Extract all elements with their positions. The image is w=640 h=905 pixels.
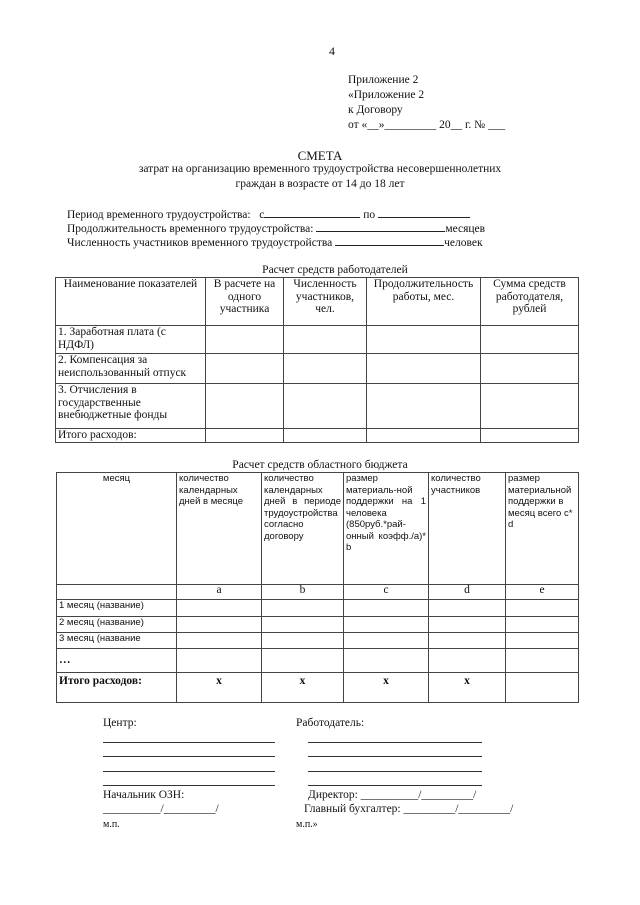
document-title: СМЕТА — [297, 148, 343, 163]
table-cell[interactable] — [344, 600, 429, 617]
table-cell[interactable] — [506, 600, 579, 617]
table-cell[interactable] — [481, 384, 579, 429]
table-cell[interactable] — [367, 429, 481, 443]
row-label: 3 месяц (название — [57, 633, 177, 649]
table-row — [56, 384, 579, 429]
table-cell[interactable] — [367, 326, 481, 354]
table-cell[interactable] — [284, 326, 367, 354]
employer-table-caption: Расчет средств работодателей — [262, 264, 408, 276]
table-cell[interactable] — [177, 649, 262, 673]
table-row — [57, 633, 579, 649]
appendix-line-4: от «__»_________ 20__ г. № ___ — [348, 119, 506, 131]
center-line-2[interactable] — [103, 756, 275, 757]
employer-label: Работодатель: — [296, 717, 365, 729]
header-participants: количество участников — [429, 473, 506, 585]
center-line-1[interactable] — [103, 742, 275, 743]
table-cell[interactable] — [344, 649, 429, 673]
header-days-in-period: количество календарных дней в периоде трудоустройства согласно договору — [262, 473, 344, 585]
header-month: месяц — [57, 473, 177, 585]
table-cell[interactable] — [481, 326, 579, 354]
table-cell[interactable] — [506, 633, 579, 649]
table-cell[interactable] — [177, 617, 262, 633]
header-participants-count: Численность участников, чел. — [284, 278, 367, 326]
table-row — [56, 326, 579, 354]
table-cell[interactable] — [506, 649, 579, 673]
document-subtitle — [0, 162, 640, 192]
center-head-label: Начальник ОЗН: — [103, 789, 185, 801]
table-cell[interactable] — [429, 633, 506, 649]
table-cell[interactable] — [429, 600, 506, 617]
table-cell[interactable] — [367, 384, 481, 429]
row-label: 2 месяц (название) — [57, 617, 177, 633]
table-cell[interactable] — [206, 354, 284, 384]
center-stamp: м.п. — [103, 819, 120, 830]
table-cell[interactable] — [429, 617, 506, 633]
row-label: 1 месяц (название) — [57, 600, 177, 617]
center-label: Центр: — [103, 717, 137, 729]
table-cell[interactable] — [262, 649, 344, 673]
appendix-line-1: Приложение 2 — [348, 74, 419, 86]
row-label: 2. Компенсация за неиспользованный отпуск — [56, 354, 206, 384]
row-label: Итого расходов: — [56, 429, 206, 443]
table-cell: x — [177, 673, 262, 703]
budget-table — [56, 472, 579, 703]
table-row — [57, 649, 579, 673]
table-cell[interactable] — [177, 600, 262, 617]
header-per-participant: В расчете на одного участника — [206, 278, 284, 326]
header-days-in-month: количество календарных дней в месяце — [177, 473, 262, 585]
employer-table-header-row — [56, 278, 579, 326]
row-label: 1. Заработная плата (с НДФЛ) — [56, 326, 206, 354]
appendix-header — [348, 73, 505, 133]
table-cell[interactable] — [429, 649, 506, 673]
count-field — [67, 235, 483, 250]
table-cell[interactable] — [481, 354, 579, 384]
row-label: Итого расходов: — [57, 673, 177, 703]
table-cell: x — [344, 673, 429, 703]
table-cell[interactable] — [367, 354, 481, 384]
letters-row — [57, 585, 579, 600]
employer-line-3[interactable] — [308, 771, 482, 772]
period-field — [67, 207, 470, 222]
table-cell[interactable] — [284, 354, 367, 384]
table-cell[interactable] — [344, 633, 429, 649]
table-cell: x — [429, 673, 506, 703]
appendix-line-2: «Приложение 2 — [348, 89, 425, 101]
header-support-per-person: размер материаль-ной поддержки на 1 человека (850руб.*рай-онный коэфф./а)* b — [344, 473, 429, 585]
period-from-label: с — [259, 209, 265, 221]
table-cell[interactable] — [344, 617, 429, 633]
table-row — [57, 617, 579, 633]
table-cell[interactable] — [206, 326, 284, 354]
letter-cell — [57, 585, 177, 600]
page-number: 4 — [329, 44, 335, 58]
table-cell[interactable] — [177, 633, 262, 649]
period-label: Период временного трудоустройства: — [67, 209, 251, 221]
table-row-total — [56, 429, 579, 443]
table-cell[interactable] — [284, 384, 367, 429]
subtitle-line-2: граждан в возрасте от 14 до 18 лет — [235, 178, 405, 190]
employer-line-1[interactable] — [308, 742, 482, 743]
header-employer-sum: Сумма средств работодателя, рублей — [481, 278, 579, 326]
count-label: Численность участников временного трудоустройства — [67, 237, 333, 249]
header-total-support: размер материальной поддержки в месяц всего c* d — [506, 473, 579, 585]
appendix-line-3: к Договору — [348, 104, 403, 116]
duration-blank[interactable] — [316, 221, 445, 232]
period-to-label: по — [363, 209, 376, 221]
budget-table-header-row — [57, 473, 579, 585]
period-from-blank[interactable] — [264, 207, 360, 218]
letter-cell: b — [262, 585, 344, 600]
table-cell[interactable] — [206, 384, 284, 429]
table-cell[interactable] — [284, 429, 367, 443]
header-indicator-name: Наименование показателей — [56, 278, 206, 326]
employer-line-2[interactable] — [308, 756, 482, 757]
table-cell[interactable] — [506, 617, 579, 633]
table-cell[interactable] — [262, 633, 344, 649]
table-cell[interactable] — [262, 617, 344, 633]
table-cell[interactable] — [481, 429, 579, 443]
row-label: 3. Отчисления в государственные внебюджетные фонды — [56, 384, 206, 429]
count-unit: человек — [444, 237, 483, 249]
center-signature-blank[interactable]: __________/_________/ — [103, 803, 219, 815]
table-cell: x — [262, 673, 344, 703]
table-row — [56, 354, 579, 384]
table-row — [57, 600, 579, 617]
letter-cell: e — [506, 585, 579, 600]
center-line-3[interactable] — [103, 771, 275, 772]
duration-label: Продолжительность временного трудоустройства: — [67, 223, 314, 235]
table-row-total — [57, 673, 579, 703]
subtitle-line-1: затрат на организацию временного трудоустройства несовершеннолетних — [138, 163, 502, 175]
count-blank[interactable] — [335, 235, 444, 246]
row-label: … — [57, 649, 177, 673]
header-work-duration: Продолжительность работы, мес. — [367, 278, 481, 326]
table-cell[interactable] — [506, 673, 579, 703]
table-cell[interactable] — [262, 600, 344, 617]
employer-table — [55, 277, 579, 443]
letter-cell: c — [344, 585, 429, 600]
center-line-4[interactable] — [103, 785, 275, 786]
letter-cell: d — [429, 585, 506, 600]
employer-line-4[interactable] — [308, 785, 482, 786]
director-signature[interactable]: Директор: __________/_________/ — [308, 789, 477, 801]
period-to-blank[interactable] — [378, 207, 470, 218]
letter-cell: a — [177, 585, 262, 600]
duration-unit: месяцев — [445, 223, 486, 235]
budget-table-caption: Расчет средств областного бюджета — [232, 459, 408, 471]
employer-stamp: м.п.» — [296, 819, 318, 830]
duration-field — [67, 221, 485, 236]
accountant-signature[interactable]: Главный бухгалтер: _________/_________/ — [304, 803, 514, 815]
table-cell[interactable] — [206, 429, 284, 443]
